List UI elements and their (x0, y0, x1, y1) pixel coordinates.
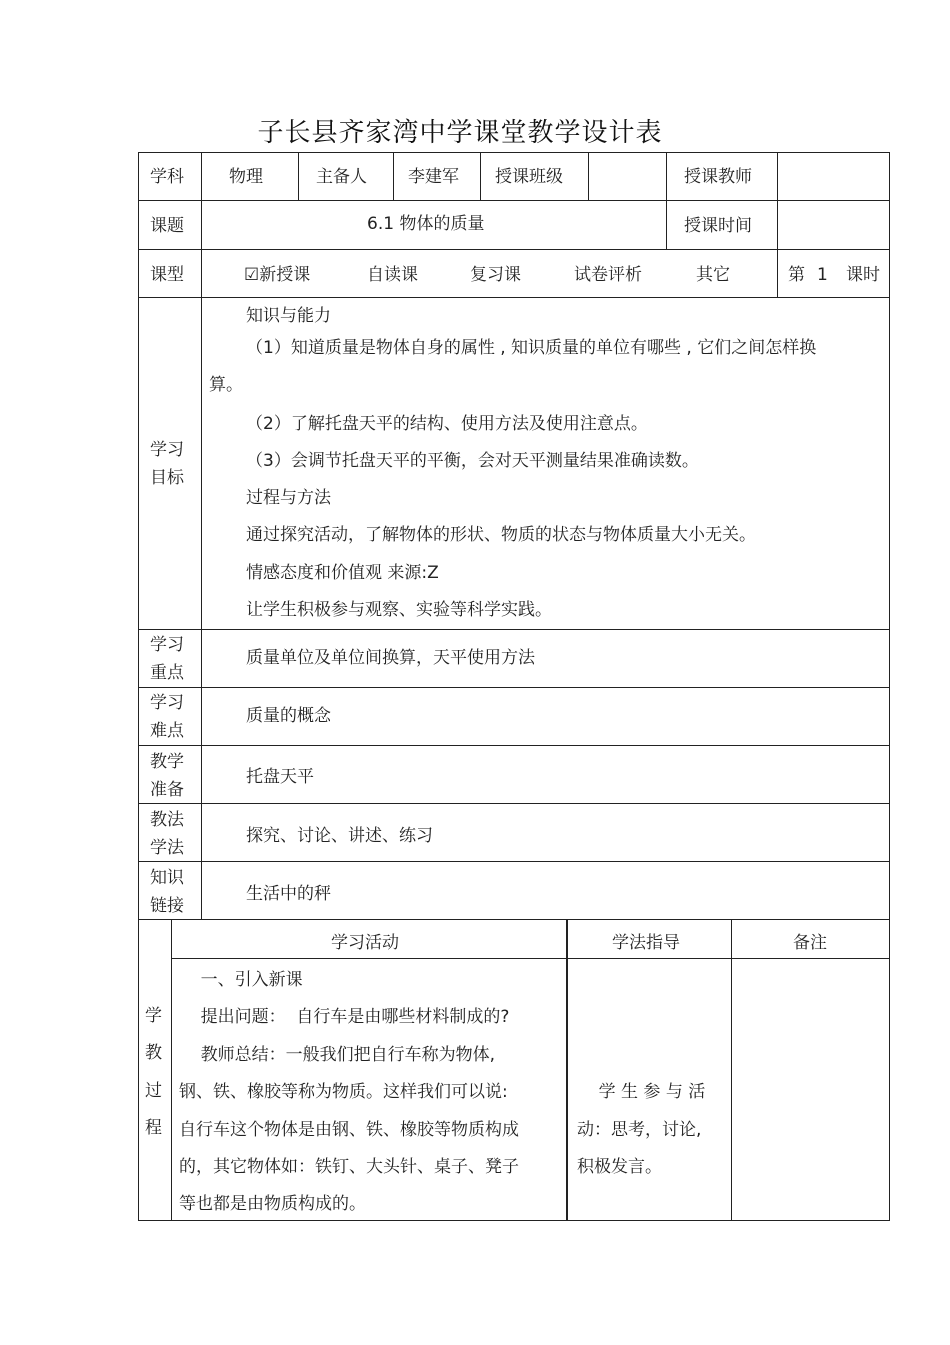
activity-line: 等也都是由物质构成的。 (179, 1194, 366, 1214)
period-number: 1 (817, 265, 828, 285)
period-di: 第 (788, 265, 805, 285)
column-header-guide: 学法指导 (612, 933, 680, 953)
type-option-exam-review: 试卷评析 (574, 265, 642, 285)
objective-k3: （3）会调节托盘天平的平衡，会对天平测量结果准确读数。 (246, 451, 699, 471)
column-header-activity: 学习活动 (331, 933, 399, 953)
table-line (777, 152, 778, 297)
activity-line: 自行车这个物体是由钢、铁、橡胶等物质构成 (179, 1120, 519, 1140)
table-line (138, 297, 890, 298)
activity-line: 一、引入新课 (179, 970, 303, 990)
teacher-label: 授课教师 (684, 167, 752, 187)
time-label: 授课时间 (684, 216, 752, 236)
row-label-line1: 学习 (150, 635, 184, 655)
table-line (566, 919, 568, 1220)
objective-k2: （2）了解托盘天平的结构、使用方法及使用注意点。 (246, 414, 648, 434)
checkbox-checked-icon: ☑ (244, 265, 260, 285)
type-option-other: 其它 (696, 265, 730, 285)
table-line (666, 152, 667, 249)
objective-k1-line2: 算。 (209, 375, 243, 395)
lead-prep-value: 李建军 (408, 167, 459, 187)
lead-prep-label: 主备人 (316, 167, 367, 187)
activity-line: 的，其它物体如：铁钉、大头针、桌子、凳子 (179, 1157, 519, 1177)
table-line (138, 919, 890, 920)
row-label-line1: 教学 (150, 752, 184, 772)
column-header-note: 备注 (793, 933, 827, 953)
row-value: 托盘天平 (246, 767, 314, 787)
row-label-line2: 重点 (150, 663, 184, 683)
guide-line: 积极发言。 (577, 1157, 662, 1177)
topic-label: 课题 (150, 216, 184, 236)
period-unit: 课时 (846, 265, 880, 285)
type-option-self-read: 自读课 (367, 265, 418, 285)
table-line (138, 1220, 890, 1221)
table-line (731, 919, 732, 1220)
table-line (889, 152, 890, 1220)
emotion-heading: 情感态度和价值观 来源:Z (246, 563, 439, 583)
row-label-line2: 链接 (150, 896, 184, 916)
table-line (138, 629, 890, 630)
activity-line: 提出问题： 自行车是由哪些材料制成的? (179, 1007, 510, 1027)
row-label-line2: 学法 (150, 838, 184, 858)
page-title: 子长县齐家湾中学课堂教学设计表 (257, 118, 663, 148)
process-side-label-char: 程 (145, 1118, 162, 1138)
table-line (171, 958, 890, 959)
table-line (138, 152, 139, 1220)
guide-line: 学 生 参 与 活 (577, 1082, 706, 1102)
row-label-line1: 学习 (150, 693, 184, 713)
row-label-line1: 知识 (150, 868, 184, 888)
row-value: 生活中的秤 (246, 884, 331, 904)
subject-label: 学科 (150, 167, 184, 187)
table-line (138, 803, 890, 804)
row-label-line1: 教法 (150, 810, 184, 830)
table-line (480, 152, 481, 200)
process-heading: 过程与方法 (246, 488, 331, 508)
table-line (393, 152, 394, 200)
objective-k1-line1: （1）知道质量是物体自身的属性 , 知识质量的单位有哪些 , 它们之间怎样换 (246, 338, 817, 358)
process-side-label-char: 过 (145, 1081, 162, 1101)
activity-line: 钢、铁、橡胶等称为物质。这样我们可以说: (179, 1082, 508, 1102)
table-line (138, 687, 890, 688)
objectives-label-line1: 学习 (150, 440, 184, 460)
type-option-new (244, 265, 310, 285)
row-value: 质量的概念 (246, 706, 331, 726)
table-line (201, 152, 202, 919)
row-label-line2: 准备 (150, 780, 184, 800)
table-line (298, 152, 299, 200)
type-option-review: 复习课 (470, 265, 521, 285)
type-option-label: 新授课 (259, 265, 311, 285)
table-line (138, 745, 890, 746)
type-label: 课型 (150, 265, 184, 285)
process-side-label-char: 学 (145, 1006, 162, 1026)
class-label: 授课班级 (495, 167, 563, 187)
row-value: 探究、讨论、讲述、练习 (246, 826, 433, 846)
emotion-text: 让学生积极参与观察、实验等科学实践。 (246, 600, 552, 620)
activity-line: 教师总结：一般我们把自行车称为物体, (179, 1045, 496, 1065)
knowledge-heading: 知识与能力 (246, 306, 331, 326)
row-label-line2: 难点 (150, 721, 184, 741)
subject-value: 物理 (229, 167, 263, 187)
objectives-label-line2: 目标 (150, 468, 184, 488)
process-text: 通过探究活动，了解物体的形状、物质的状态与物体质量大小无关。 (246, 525, 756, 545)
row-value: 质量单位及单位间换算，天平使用方法 (246, 648, 535, 668)
process-side-label-char: 教 (145, 1043, 162, 1063)
table-line (171, 919, 172, 1220)
guide-line: 动：思考，讨论, (577, 1120, 702, 1140)
table-line (588, 152, 589, 200)
topic-value: 6.1 物体的质量 (367, 214, 485, 234)
table-line (138, 861, 890, 862)
